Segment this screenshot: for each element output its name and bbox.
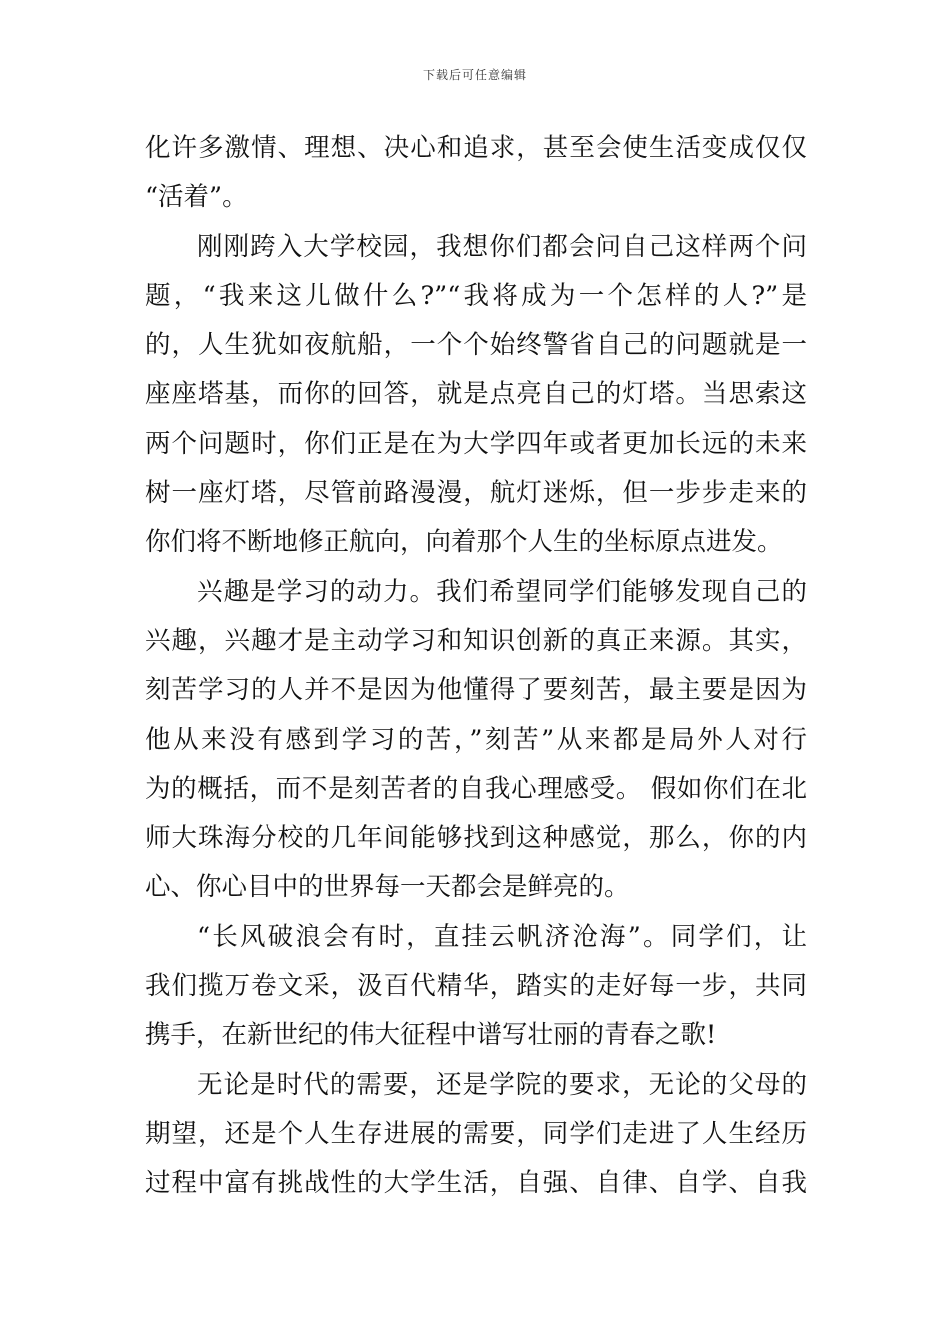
text-line: 他从来没有感到学习的苦，”刻苦”从来都是局外人对行 [145, 724, 807, 755]
text-line: 刻苦学习的人并不是因为他懂得了要刻苦，最主要是因为 [145, 675, 807, 706]
text-line: 师大珠海分校的几年间能够找到这种感觉，那么，你的内 [145, 823, 807, 854]
text-line: 你们将不断地修正航向，向着那个人生的坐标原点进发。 [145, 527, 783, 558]
text-line: “活着”。 [145, 182, 248, 213]
text-line: 为的概括，而不是刻苦者的自我心理感受。 假如你们在北 [145, 773, 807, 804]
text-line: 两个问题时，你们正是在为大学四年或者更加长远的未来 [145, 428, 807, 459]
body-text [145, 124, 807, 1209]
text-line: 树一座灯塔，尽管前路漫漫，航灯迷烁，但一步步走来的 [145, 478, 807, 509]
page-header: 下载后可任意编辑 [422, 68, 527, 82]
text-line: 题，“我来这儿做什么?”“我将成为一个怎样的人?”是 [145, 280, 807, 311]
text-line: 兴趣，兴趣才是主动学习和知识创新的真正来源。其实， [145, 625, 807, 656]
text-line: 刚刚跨入大学校园，我想你们都会问自己这样两个问 [197, 231, 807, 262]
text-line: 无论是时代的需要，还是学院的要求，无论的父母的 [197, 1069, 807, 1100]
text-line: 化许多激情、理想、决心和追求，甚至会使生活变成仅仅 [145, 133, 807, 163]
text-line: 过程中富有挑战性的大学生活，自强、自律、自学、自我 [145, 1168, 807, 1199]
text-line: 兴趣是学习的动力。我们希望同学们能够发现自己的 [197, 576, 807, 607]
text-line: 的，人生犹如夜航船，一个个始终警省自己的问题就是一 [145, 330, 807, 361]
text-line: 期望，还是个人生存进展的需要，同学们走进了人生经历 [145, 1118, 807, 1149]
text-line: 我们揽万卷文采，汲百代精华，踏实的走好每一步，共同 [145, 971, 807, 1002]
text-line: 座座塔基，而你的回答，就是点亮自己的灯塔。当思索这 [145, 379, 807, 410]
text-line: “长风破浪会有时，直挂云帆济沧海”。同学们，让 [197, 921, 807, 952]
text-line: 携手，在新世纪的伟大征程中谱写壮丽的青春之歌! [145, 1020, 717, 1051]
text-line: 心、你心目中的世界每一天都会是鲜亮的。 [145, 872, 630, 903]
